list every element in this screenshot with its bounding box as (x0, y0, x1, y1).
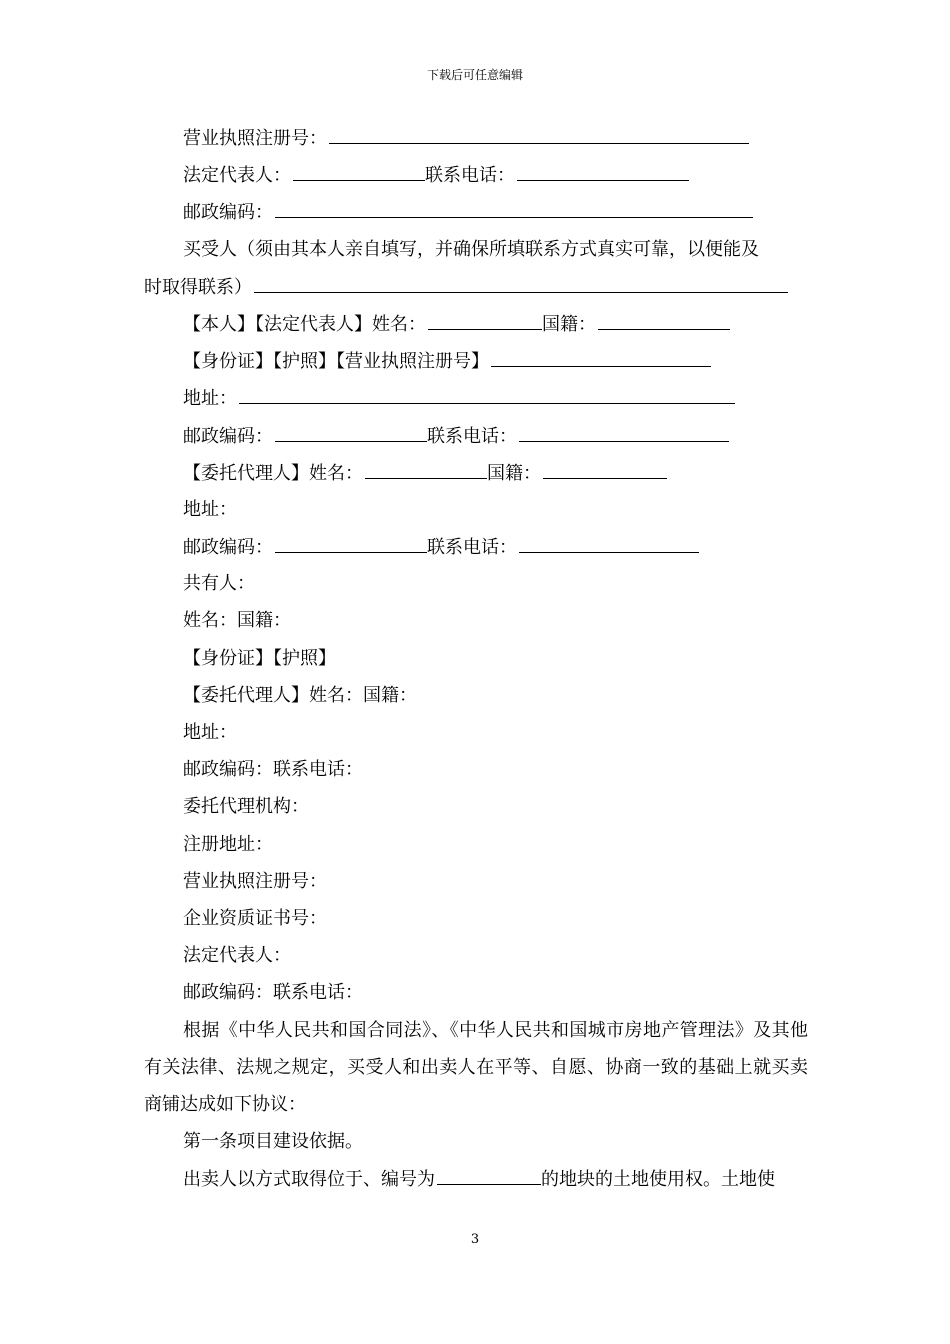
agent-address-line: 地址： (183, 498, 237, 520)
co-owner-postcode-line: 邮政编码：联系电话： (183, 759, 363, 781)
page-header: 下载后可任意编辑 (426, 68, 523, 82)
business-license-blank (329, 119, 749, 144)
buyer-address-blank (239, 379, 735, 404)
buyer-phone-blank (519, 417, 729, 442)
article-one-heading: 第一条项目建设依据。 (183, 1131, 363, 1153)
buyer-address-line: 地址： (144, 379, 808, 416)
agency-legal-rep-line: 法定代表人： (183, 945, 291, 967)
buyer-name-blank (428, 305, 542, 330)
agent-phone-blank (519, 528, 699, 553)
agent-postcode-line: 邮政编码： 联系电话： (144, 528, 808, 565)
agency-address-line: 注册地址： (183, 833, 273, 855)
co-owner-line: 共有人： (183, 573, 255, 595)
agreement-paragraph: 根据《中华人民共和国合同法》、《中华人民共和国城市房地产管理法》及其他有关法律、法规之规定，买受人和出卖人在平等、自愿、协商一致的基础上就买卖商铺达成如下协议： (144, 1019, 808, 1115)
agent-nationality-blank (543, 454, 667, 479)
co-owner-address-line: 地址： (183, 722, 237, 743)
buyer-id-line: 【身份证】【护照】【营业执照注册号】 (144, 342, 808, 379)
buyer-heading-line-2: 时取得联系） (144, 268, 808, 305)
postcode-blank (275, 193, 753, 218)
co-owner-name-line: 姓名：国籍： (183, 610, 291, 632)
business-license-line: 营业执照注册号： (144, 119, 808, 156)
phone-blank (517, 156, 689, 181)
document-body (144, 119, 808, 1197)
buyer-postcode-blank (275, 417, 427, 442)
buyer-id-blank (491, 342, 711, 367)
agent-postcode-blank (275, 528, 427, 553)
buyer-heading-line: 买受人（须由其本人亲自填写，并确保所填联系方式真实可靠，以便能及 (183, 238, 759, 260)
page-number: 3 (470, 1232, 480, 1247)
postcode-line: 邮政编码： (144, 193, 808, 230)
legal-rep-line: 法定代表人： 联系电话： (144, 156, 808, 193)
buyer-contact-blank (254, 268, 788, 293)
buyer-nationality-blank (598, 305, 730, 330)
agent-name-blank (365, 454, 487, 479)
agency-qualification-line: 企业资质证书号： (183, 907, 327, 929)
legal-rep-blank (293, 156, 425, 181)
co-owner-agent-line: 【委托代理人】姓名：国籍： (183, 684, 417, 706)
agency-license-line: 营业执照注册号： (183, 870, 327, 892)
plot-number-blank (437, 1160, 541, 1185)
co-owner-id-line: 【身份证】【护照】 (183, 647, 336, 669)
agent-name-line: 【委托代理人】姓名： 国籍： (144, 454, 808, 491)
article-one-text: 出卖人以方式取得位于、编号为 的地块的土地使用权。土地使 (144, 1160, 808, 1197)
buyer-name-line: 【本人】【法定代表人】姓名： 国籍： (144, 305, 808, 342)
agency-line: 委托代理机构： (183, 796, 309, 818)
agency-postcode-line: 邮政编码：联系电话： (183, 982, 363, 1004)
buyer-postcode-line: 邮政编码： 联系电话： (144, 417, 808, 454)
